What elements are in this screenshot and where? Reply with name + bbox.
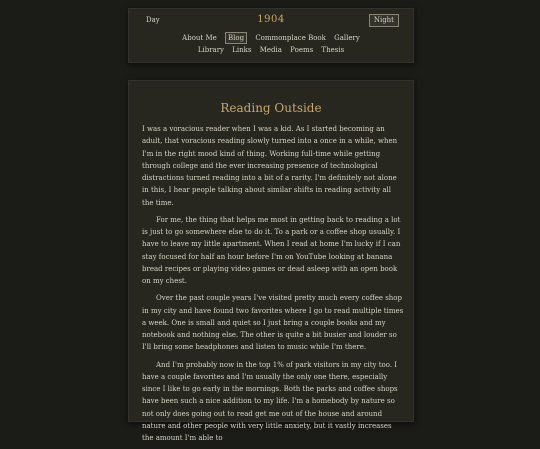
article-paragraph: I was a voracious reader when I was a kid. As I started becoming an adult, that voracious reading slowly turned into a once in a while, when I'm in the right mood kind of thing. Working full-time while getting through college and the ever increasing presence of technological distractions turned reading into a bit of a rarity. I'm definitely not alone in this, I hear people talking about similar shifts in reading activity all the time. xyxy=(142,125,398,207)
nav-link-about-me[interactable]: About Me xyxy=(182,34,217,42)
article-paragraph: And I'm probably now in the top 1% of park visitors in my city too. I have a couple favorites and I'm usually the only one there, especially since I like to go early in the mornings. Both the parks and coffee shops have been such a nice addition to my life. I'm a homebody by nature so not only does going out to read get me out of the house and around nature and other people with very little anxiety, but it vastly increases the amount I'm able to xyxy=(142,360,398,442)
nav-link-commonplace-book[interactable]: Commonplace Book xyxy=(255,34,326,42)
nav-secondary xyxy=(129,45,413,55)
site-header xyxy=(128,8,414,63)
nav-link-gallery[interactable]: Gallery xyxy=(334,34,360,42)
article-paragraph: Over the past couple years I've visited pretty much every coffee shop in my city and have found two favorites where I go to read multiple times a week. One is small and quiet so I just bring a couple books and my notebook and nothing else. The other is quite a bit busier and louder so I'll bring some headphones and listen to music while I'm there. xyxy=(142,294,404,352)
nav-link-media[interactable]: Media xyxy=(259,46,282,54)
site-title[interactable]: 1904 xyxy=(257,14,285,25)
article-body xyxy=(142,123,404,449)
day-mode-toggle[interactable]: Day xyxy=(146,16,160,24)
nav-link-links[interactable]: Links xyxy=(232,46,252,54)
article-card xyxy=(128,80,414,442)
nav-primary xyxy=(129,32,413,44)
nav-link-thesis[interactable]: Thesis xyxy=(321,46,345,54)
article-title: Reading Outside xyxy=(220,101,322,115)
nav-link-library[interactable]: Library xyxy=(197,46,225,54)
nav-link-blog[interactable]: Blog xyxy=(225,32,247,44)
night-mode-toggle[interactable]: Night xyxy=(369,14,399,27)
article-paragraph: For me, the thing that helps me most in getting back to reading a lot is just to go somewhere else to do it. To a park or a coffee shop usually. I have to leave my little apartment. When I read at home I'm lucky if I can stay focused for half an hour before I'm on YouTube looking at banana bread recipes or playing video games or dead asleep with an open book on my chest. xyxy=(142,215,401,285)
nav-link-poems[interactable]: Poems xyxy=(290,46,314,54)
